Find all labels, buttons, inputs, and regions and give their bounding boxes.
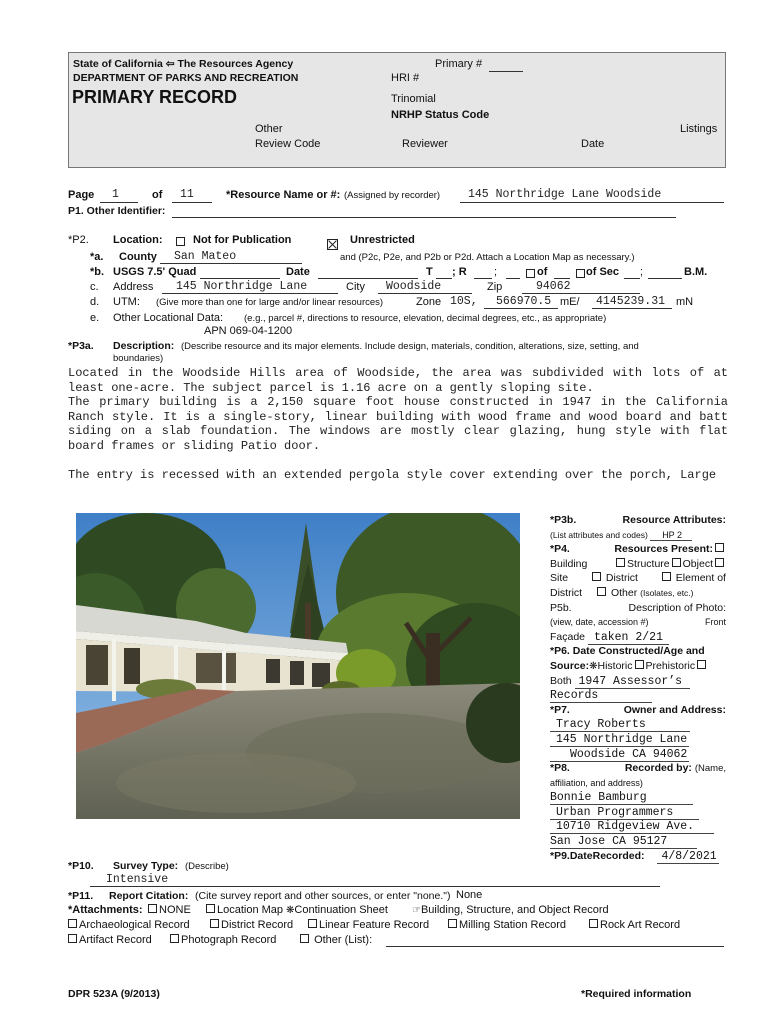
page-number[interactable]: 1 — [112, 188, 119, 201]
form-title: PRIMARY RECORD — [72, 87, 238, 107]
source-value-2[interactable]: Records — [550, 689, 652, 703]
resource-attributes-value[interactable]: HP 2 — [650, 530, 692, 541]
form-number: DPR 523A (9/2013) — [68, 988, 160, 1000]
description-label: Description: — [113, 340, 175, 352]
attach-linear[interactable] — [306, 919, 429, 931]
bm-field[interactable] — [648, 278, 682, 279]
historic-label: Historic — [597, 659, 633, 672]
zip-value[interactable]: 94062 — [536, 280, 571, 293]
p7-label: *P7. — [550, 703, 570, 716]
utm-label: UTM: — [113, 296, 140, 308]
attach-artifact-label: Artifact Record — [79, 934, 152, 946]
report-citation-label: Report Citation: — [109, 890, 189, 902]
quarter-field[interactable] — [506, 278, 520, 279]
recorded-by-note: (Name, — [694, 763, 726, 775]
p3b-note: (List attributes and codes) — [550, 529, 648, 540]
township-field[interactable] — [436, 278, 452, 279]
utm-note: (Give more than one for large and/or linear resources) — [156, 297, 384, 308]
primary-field[interactable] — [489, 71, 523, 72]
usgs-date-field[interactable] — [318, 278, 418, 279]
reviewer-label: Reviewer — [402, 138, 448, 150]
attach-none-label: NONE — [159, 904, 191, 916]
description-note-2: boundaries) — [113, 353, 164, 364]
survey-type-label: Survey Type: — [113, 860, 179, 872]
structure-checkbox[interactable] — [616, 558, 625, 567]
page-number-line — [100, 202, 138, 203]
p10-label: *P10. — [68, 860, 94, 872]
not-for-publication-checkbox[interactable] — [176, 237, 185, 246]
isolates-note: (Isolates, etc.) — [640, 587, 694, 598]
required-info-note: *Required information — [581, 988, 692, 1000]
p5b-label: P5b. — [550, 601, 572, 614]
source-label: Source: — [550, 659, 590, 672]
p4-label: *P4. — [550, 543, 570, 556]
other-isolates-checkbox[interactable] — [597, 587, 606, 596]
resource-name-note: (Assigned by recorder) — [344, 190, 441, 201]
report-citation-value[interactable]: None — [456, 889, 483, 901]
recorder-street[interactable]: 10710 Ridgeview Ave. — [550, 820, 714, 834]
recorder-city[interactable]: San Jose CA 95127 — [550, 835, 697, 849]
attach-linear-label: Linear Feature Record — [319, 919, 430, 931]
zone-label: Zone — [416, 296, 442, 308]
survey-type-note: (Describe) — [185, 861, 229, 872]
district-2-label: District — [550, 586, 583, 599]
attach-location-map-label: Location Map — [217, 904, 284, 916]
resources-present-label: Resources Present: — [614, 543, 713, 556]
attach-photograph-label: Photograph Record — [181, 934, 277, 946]
p2e-label: e. — [90, 312, 100, 324]
resource-attributes-label: Resource Attributes: — [622, 514, 726, 526]
p2a-label: *a. — [90, 251, 104, 263]
prehistoric-label: Prehistoric — [645, 659, 696, 672]
object-checkbox[interactable] — [672, 558, 681, 567]
of-label: of — [152, 189, 163, 201]
department-line: DEPARTMENT OF PARKS AND RECREATION — [73, 72, 299, 84]
p11-label: *P11. — [68, 890, 94, 902]
quarter-of-label: of — [537, 266, 548, 278]
recorded-by-note-2: affiliation, and address) — [550, 777, 643, 788]
element-of-checkbox[interactable] — [662, 572, 671, 581]
location-label: Location: — [113, 234, 163, 246]
usgs-quad-field[interactable] — [200, 278, 280, 279]
structure-label: Structure — [627, 557, 670, 570]
p2-label: *P2. — [68, 234, 89, 246]
building-checkbox[interactable] — [715, 543, 724, 552]
front-label: Front — [704, 617, 726, 628]
zip-label: Zip — [487, 281, 503, 293]
county-note: and (P2c, P2e, and P2b or P2d. Attach a Location Map as necessary.) — [340, 252, 635, 263]
page-total-line — [172, 202, 212, 203]
other-isolates-label: Other — [610, 586, 638, 599]
nrhp-label: NRHP Status Code — [391, 109, 490, 121]
site-label: Site — [550, 572, 569, 585]
attach-artifact[interactable] — [68, 934, 152, 946]
city-line — [378, 293, 472, 294]
northing-value[interactable]: 4145239.31 — [596, 295, 666, 308]
hri-label: HRI # — [391, 72, 420, 84]
recorder-affiliation[interactable]: Urban Programmers — [550, 806, 699, 820]
owner-address-label: Owner and Address: — [623, 703, 726, 716]
attach-building-record-label: Building, Structure, and Object Record — [420, 904, 609, 916]
northing-unit: mN — [676, 296, 694, 308]
usgs-label: USGS 7.5' Quad — [113, 266, 197, 278]
description-paragraph: The entry is recessed with an extended pergola style cover extending over the porch, Large — [68, 468, 717, 483]
trinomial-label: Trinomial — [391, 93, 436, 105]
bm-label: B.M. — [684, 266, 708, 278]
other-list-line[interactable] — [386, 946, 724, 947]
p3b-label: *P3b. — [550, 514, 577, 526]
site-checkbox[interactable] — [715, 558, 724, 567]
survey-type-value[interactable]: Intensive — [106, 873, 169, 886]
section-checkbox[interactable] — [576, 269, 585, 278]
historic-checked-icon[interactable]: ❋ — [589, 660, 598, 672]
attach-location-map[interactable] — [204, 904, 283, 916]
survey-type-line — [90, 886, 660, 887]
unrestricted-checkbox[interactable] — [327, 239, 338, 250]
photo-description-value[interactable]: taken 2/21 — [588, 631, 669, 645]
resource-name-value[interactable]: 145 Northridge Lane Woodside — [468, 188, 662, 201]
zip-line — [522, 293, 640, 294]
report-citation-note: (Cite survey report and other sources, or enter "none.") — [195, 890, 451, 902]
easting-unit: mE/ — [560, 296, 580, 308]
attach-archaeological-label: Archaeological Record — [79, 919, 190, 931]
county-line — [160, 263, 302, 264]
attach-continuation[interactable]: ❋Continuation Sheet — [286, 904, 388, 916]
both-checkbox[interactable] — [697, 660, 706, 669]
attach-rock-art[interactable] — [587, 919, 680, 931]
description-paragraph: Located in the Woodside Hills area of Woodside, the area was subdivided with lots of at least one-acre. The subject parcel is 1.16 acre on a gently sloping site. — [68, 366, 728, 395]
quarter-checkbox[interactable] — [526, 269, 535, 278]
resource-name-line — [460, 202, 724, 203]
attach-rock-art-label: Rock Art Record — [600, 919, 681, 931]
apn-value[interactable]: APN 069-04-1200 — [204, 325, 293, 337]
attach-other[interactable] — [298, 934, 372, 946]
attach-photograph[interactable] — [168, 934, 276, 946]
range-field[interactable] — [474, 278, 492, 279]
p1-other-identifier: P1. Other Identifier: — [68, 205, 166, 217]
building-label: Building — [550, 557, 588, 570]
house-photo — [76, 513, 520, 819]
owner-name[interactable]: Tracy Roberts — [550, 718, 690, 732]
p8-label: *P8. — [550, 762, 570, 775]
attachments-label: *Attachments: — [68, 904, 143, 916]
attach-milling[interactable] — [446, 919, 566, 931]
review-code-label: Review Code — [255, 138, 321, 150]
section-field[interactable] — [624, 278, 640, 279]
description-of-photo-label: Description of Photo: — [628, 601, 726, 614]
facade-label: Façade — [550, 630, 586, 643]
p3a-label: *P3a. — [68, 340, 94, 352]
northing-line — [592, 308, 672, 309]
source-value[interactable]: 1947 Assessor’s — [575, 675, 691, 689]
owner-street[interactable]: 145 Northridge Lane — [550, 733, 689, 747]
page-total[interactable]: 11 — [180, 188, 194, 201]
p6-label: *P6. Date Constructed/Age and — [550, 645, 705, 658]
other-label: Other — [255, 123, 283, 135]
listings-label: Listings — [680, 123, 718, 135]
quarter-of-field[interactable] — [554, 278, 570, 279]
other-locational-note: (e.g., parcel #, directions to resource, elevation, decimal degrees, etc., as appropriate) — [244, 313, 607, 324]
district-checkbox[interactable] — [592, 572, 601, 581]
attach-district[interactable] — [208, 919, 293, 931]
township-label: T — [426, 266, 433, 278]
easting-line — [484, 308, 558, 309]
p2b-label: *b. — [90, 266, 105, 278]
not-for-publication-label: Not for Publication — [193, 234, 292, 246]
object-label: Object — [682, 557, 713, 570]
attach-continuation-label: Continuation Sheet — [294, 904, 388, 916]
range-label: ; R — [452, 266, 467, 278]
usgs-date-label: Date — [286, 266, 310, 278]
other-locational-label: Other Locational Data: — [113, 312, 224, 324]
owner-city[interactable]: Woodside CA 94062 — [550, 748, 689, 762]
both-label: Both — [550, 674, 572, 687]
address-value[interactable]: 145 Northridge Lane — [176, 280, 308, 293]
district-label: District — [605, 572, 638, 585]
element-of-label: Element of — [675, 572, 726, 585]
date-recorded-value[interactable]: 4/8/2021 — [657, 850, 718, 864]
unrestricted-label: Unrestricted — [350, 234, 415, 246]
address-line — [162, 293, 338, 294]
date-label: Date — [581, 138, 605, 150]
description-text[interactable] — [68, 366, 728, 483]
zone-value[interactable]: 10S, — [450, 295, 478, 308]
p1-line[interactable] — [172, 217, 676, 218]
address-label: Address — [113, 281, 154, 293]
attach-district-label: District Record — [221, 919, 294, 931]
city-value[interactable]: Woodside — [386, 280, 442, 293]
description-note: (Describe resource and its major elements. Include design, materials, condition, alterations, size, setting, and — [181, 341, 639, 352]
recorder-name[interactable]: Bonnie Bamburg — [550, 791, 693, 805]
section-label: of Sec — [586, 266, 620, 278]
p9-label: *P9.DateRecorded: — [550, 849, 645, 862]
p2d-label: d. — [90, 296, 100, 308]
prehistoric-checkbox[interactable] — [635, 660, 644, 669]
easting-value[interactable]: 566970.5 — [496, 295, 552, 308]
attach-milling-label: Milling Station Record — [459, 919, 566, 931]
county-value[interactable]: San Mateo — [174, 250, 237, 263]
county-label: County — [119, 251, 157, 263]
header-box — [68, 52, 726, 168]
attach-other-label: Other (List): — [314, 934, 373, 946]
attach-archaeological[interactable] — [68, 919, 190, 931]
description-paragraph: The primary building is a 2,150 square foot house constructed in 1947 in the California Ranch style. It is a single-story, linear building with wood frame and wood board and batt siding on a slab foundation. The windows are mostly clear glazing, hung style with flat board frames or sliding Patio door. — [68, 395, 728, 453]
city-label: City — [346, 281, 365, 293]
p2c-label: c. — [90, 281, 99, 293]
p5b-note: (view, date, accession #) — [550, 617, 649, 628]
resource-name-label: *Resource Name or #: — [226, 189, 341, 201]
attach-building-record[interactable]: ☞Building, Structure, and Object Record — [412, 904, 609, 916]
attach-none[interactable] — [148, 904, 191, 916]
primary-label: Primary # — [435, 58, 483, 70]
page-label: Page — [68, 189, 95, 201]
recorded-by-label: Recorded by: — [624, 762, 692, 775]
agency-line: State of California ⇦ The Resources Agency — [73, 58, 294, 70]
right-column — [550, 513, 726, 863]
